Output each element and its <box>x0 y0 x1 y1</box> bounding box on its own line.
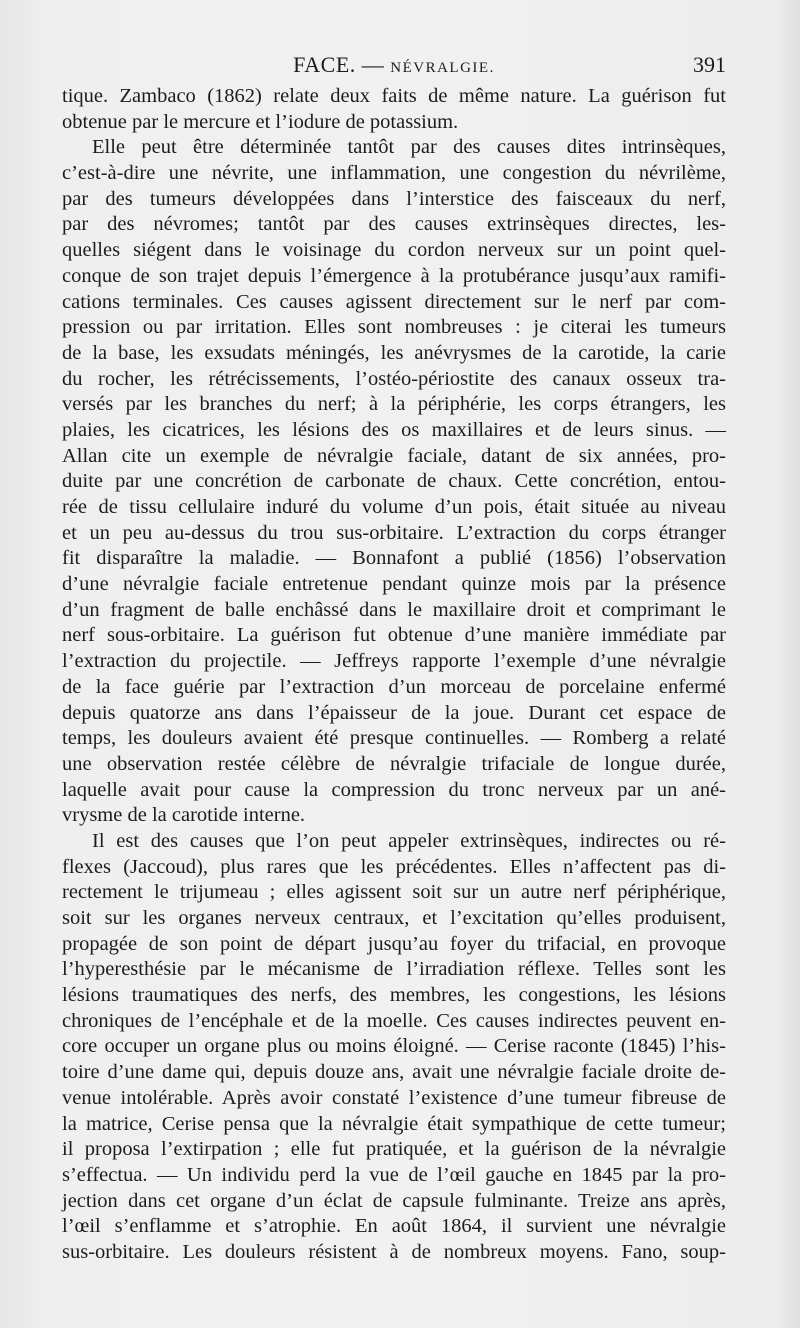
text-line: par des névromes; tantôt par des causes extrinsèques directes, les- <box>62 213 726 236</box>
text-line: vrysme de la carotide interne. <box>62 804 306 827</box>
paragraph <box>62 135 726 829</box>
text-line: du rocher, les rétrécissements, l’ostéo-périostite des canaux osseux tra- <box>62 367 726 390</box>
text-line: l’œil s’enflamme et s’atrophie. En août 1864, il survient une névralgie <box>62 1215 726 1238</box>
text-line: lésions traumatiques des nerfs, des membres, les congestions, les lésions <box>62 984 726 1007</box>
text-line: temps, les douleurs avaient été presque continuelles. — Romberg a relaté <box>62 727 726 750</box>
text-line: chroniques de l’encéphale et de la moelle. Ces causes indirectes peuvent en- <box>62 1009 726 1032</box>
text-line: venue intolérable. Après avoir constaté l’existence d’une tumeur fibreuse de <box>62 1086 726 1109</box>
text-line: c’est-à-dire une névrite, une inflammation, une congestion du névrilème, <box>62 162 726 185</box>
text-line: par des tumeurs développées dans l’interstice des faisceaux du nerf, <box>62 187 726 210</box>
text-line: Allan cite un exemple de névralgie faciale, datant de six années, pro- <box>62 444 726 467</box>
text-line: fit disparaître la maladie. — Bonnafont a publié (1856) l’observation <box>62 547 726 570</box>
running-head-title-main: FACE. — <box>293 52 385 77</box>
text-line: rée de tissu cellulaire induré du volume d’un pois, était située au niveau <box>62 496 726 518</box>
text-line: rectement le trijumeau ; elles agissent soit sur un autre nerf périphérique, <box>62 881 726 904</box>
text-line: quelles siégent dans le voisinage du cordon nerveux sur un point quel- <box>62 239 726 262</box>
text-line: toire d’une dame qui, depuis douze ans, avait une névralgie faciale droite de- <box>62 1061 726 1084</box>
text-line: depuis quatorze ans dans l’épaisseur de la joue. Durant cet espace de <box>62 701 726 724</box>
text-line: jection dans cet organe d’un éclat de capsule fulminante. Treize ans après, <box>62 1189 726 1212</box>
text-line: cations terminales. Ces causes agissent directement sur le nerf par com- <box>62 290 726 313</box>
text-line: l’hyperesthésie par le mécanisme de l’irradiation réflexe. Telles sont les <box>62 958 726 981</box>
text-line: il proposa l’extirpation ; elle fut pratiquée, et la guérison de la névralgie <box>62 1138 726 1161</box>
running-head-title-small: NÉVRALGIE. <box>390 60 495 76</box>
text-line: laquelle avait pour cause la compression du tronc nerveux par un ané- <box>62 778 726 801</box>
text-line: d’une névralgie faciale entretenue pendant quinze mois par la présence <box>62 573 726 596</box>
running-head <box>62 52 726 82</box>
text-line: propagée de son point de départ jusqu’au foyer du trifacial, en provoque <box>62 932 726 955</box>
text-line: la matrice, Cerise pensa que la névralgie était sympathique de cette tumeur; <box>62 1112 726 1135</box>
text-line: soit sur les organes nerveux centraux, et l’excitation qu’elles produisent, <box>62 907 726 929</box>
text-line: sus-orbitaire. Les douleurs résistent à de nombreux moyens. Fano, soup- <box>62 1240 726 1263</box>
text-line: Il est des causes que l’on peut appeler extrinsèques, indirectes ou ré- <box>92 829 726 852</box>
text-line: Elle peut être déterminée tantôt par des causes dites intrinsèques, <box>92 136 726 159</box>
text-line: d’un fragment de balle enchâssé dans le maxillaire droit et comprimant le <box>62 598 726 621</box>
text-line: et un peu au-dessus du trou sus-orbitaire. L’extraction du corps étranger <box>62 521 726 544</box>
text-line: de la base, les exsudats méningés, les anévrysmes de la carotide, la carie <box>62 341 726 364</box>
text-line: tique. Zambaco (1862) relate deux faits de même nature. La guérison fut <box>62 85 726 107</box>
text-line: nerf sous-orbitaire. La guérison fut obtenue d’une manière immédiate par <box>62 624 726 647</box>
page-number: 391 <box>693 52 726 77</box>
text-line: conque de son trajet depuis l’émergence à la protubérance jusqu’aux ramifi- <box>62 264 726 287</box>
text-line: de la face guérie par l’extraction d’un morceau de porcelaine enfermé <box>62 675 726 698</box>
text-line: une observation restée célèbre de névralgie trifaciale de longue durée, <box>62 752 726 775</box>
text-line: l’extraction du projectile. — Jeffreys rapporte l’exemple d’une névralgie <box>62 650 726 673</box>
body-text <box>62 84 726 1266</box>
paragraph <box>62 84 726 135</box>
text-line: obtenue par le mercure et l’iodure de potassium. <box>62 110 459 133</box>
text-line: duite par une concrétion de carbonate de chaux. Cette concrétion, entou- <box>62 470 726 493</box>
text-line: plaies, les cicatrices, les lésions des os maxillaires et de leurs sinus. — <box>62 418 726 441</box>
text-line: pression ou par irritation. Elles sont nombreuses : je citerai les tumeurs <box>62 316 726 339</box>
text-line: core occuper un organe plus ou moins éloigné. — Cerise raconte (1845) l’his- <box>62 1035 726 1058</box>
page-edge-shadow <box>778 0 800 1328</box>
running-head-title <box>62 52 726 78</box>
paragraph <box>62 829 726 1266</box>
text-line: s’effectua. — Un individu perd la vue de l’œil gauche en 1845 par la pro- <box>62 1163 726 1186</box>
text-line: flexes (Jaccoud), plus rares que les précédentes. Elles n’affectent pas di- <box>62 855 726 878</box>
text-line: versés par les branches du nerf; à la périphérie, les corps étrangers, les <box>62 393 726 416</box>
